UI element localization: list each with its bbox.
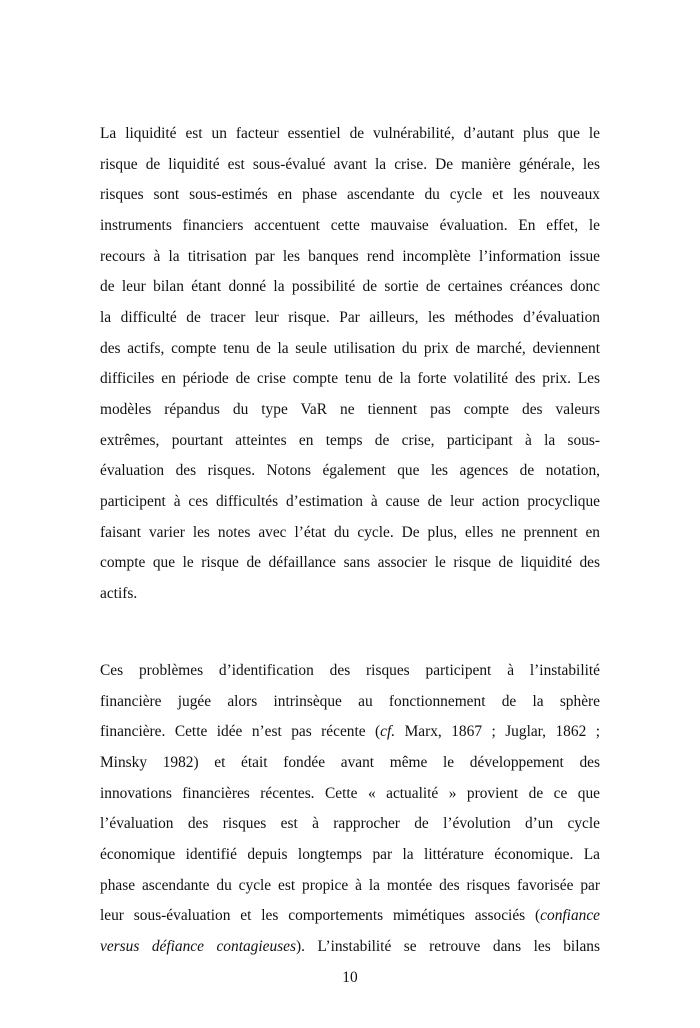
paragraph-line	[100, 937, 600, 957]
paragraph-line: La liquidité est un facteur essentiel de vulnérabilité, d’autant plus que le	[100, 125, 600, 142]
text-run: Marx, 1867 ; Juglar, 1862 ;	[395, 723, 600, 740]
text-run: financière. Cette idée n’est pas récente (	[100, 723, 381, 740]
paragraph-line: faisant varier les notes avec l’état du cycle. De plus, elles ne prennent en	[100, 524, 600, 541]
paragraph-line: actifs.	[100, 585, 138, 602]
italic-text-run: versus défiance contagieuses	[100, 938, 296, 955]
paragraph-line: financière jugée alors intrinsèque au fonctionnement de la sphère	[100, 693, 600, 710]
italic-text-run: cf.	[380, 723, 396, 740]
paragraph-line: Ces problèmes d’identification des risques participent à l’instabilité	[100, 662, 600, 679]
paragraph-line: innovations financières récentes. Cette « actualité » provient de ce que	[100, 785, 600, 802]
text-run: leur sous-évaluation et les comportements mimétiques associés (	[100, 907, 541, 924]
paragraph-line: risque de liquidité est sous-évalué avant la crise. De manière générale, les	[100, 156, 600, 173]
paragraph-line: compte que le risque de défaillance sans associer le risque de liquidité des	[100, 554, 600, 571]
paragraph-line	[100, 722, 600, 742]
paragraph-line: phase ascendante du cycle est propice à la montée des risques favorisée par	[100, 877, 600, 894]
paragraph-line: Minsky 1982) et était fondée avant même le développement des	[100, 754, 600, 771]
paragraph-line: risques sont sous-estimés en phase ascendante du cycle et les nouveaux	[100, 186, 600, 203]
paragraph-line: participent à ces difficultés d’estimation à cause de leur action procyclique	[100, 493, 600, 510]
paragraph-line	[100, 906, 600, 926]
paragraph-line: instruments financiers accentuent cette mauvaise évaluation. En effet, le	[100, 217, 600, 234]
paragraph-line: la difficulté de tracer leur risque. Par ailleurs, les méthodes d’évaluation	[100, 309, 600, 326]
paragraph-line: de leur bilan étant donné la possibilité de sortie de certaines créances donc	[100, 278, 600, 295]
page-number: 10	[342, 969, 358, 986]
paragraph-line: difficiles en période de crise compte tenu de la forte volatilité des prix. Les	[100, 370, 600, 387]
italic-text-run: confiance	[540, 907, 600, 924]
paragraph-line: évaluation des risques. Notons également que les agences de notation,	[100, 462, 600, 479]
paragraph-line: économique identifié depuis longtemps par la littérature économique. La	[100, 846, 600, 863]
paragraph-line: des actifs, compte tenu de la seule utilisation du prix de marché, deviennent	[100, 340, 600, 357]
paragraph-line: extrêmes, pourtant atteintes en temps de crise, participant à la sous-	[100, 432, 600, 449]
paragraph-line: modèles répandus du type VaR ne tiennent pas compte des valeurs	[100, 401, 600, 418]
text-run: ). L’instabilité se retrouve dans les bilans	[295, 938, 600, 955]
paragraph-line: l’évaluation des risques est à rapprocher de l’évolution d’un cycle	[100, 815, 600, 832]
paragraph-line: recours à la titrisation par les banques rend incomplète l’information issue	[100, 248, 600, 265]
